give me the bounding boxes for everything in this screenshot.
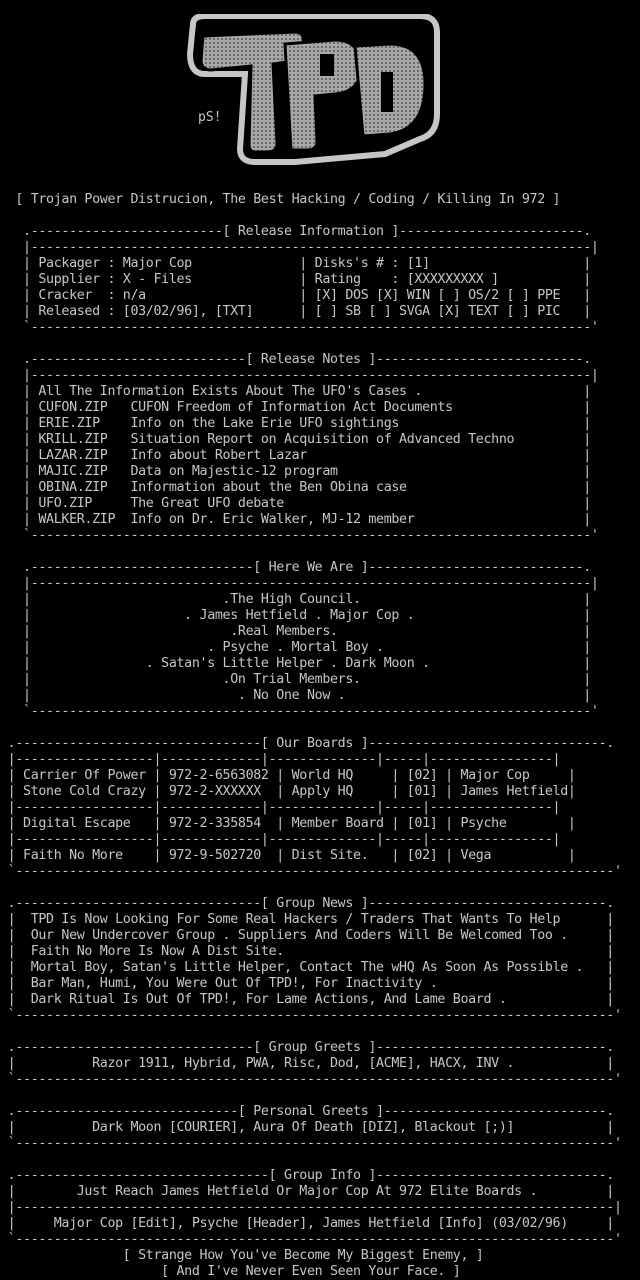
text-line: .---------------------------------[ Group Info ]------------------------------. <box>0 1168 614 1183</box>
text-line: .-------------------------------[ Group Greets ]------------------------------. <box>0 1040 614 1055</box>
text-line: [ Strange How You've Become My Biggest Enemy, ] <box>0 1248 484 1263</box>
text-line: | Stone Cold Crazy | 972-2-XXXXXX | Apply HQ | [01] | James Hetfield| <box>0 784 576 799</box>
text-line: .----------------------------[ Release Notes ]---------------------------. <box>0 352 591 367</box>
text-line: | All The Information Exists About The UFO's Cases . | <box>0 384 591 399</box>
text-line: `------------------------------------------------------------------------------' <box>0 1136 622 1151</box>
text-line: `-------------------------------------------------------------------------' <box>0 320 599 335</box>
text-line: | Faith No More Is Now A Dist Site. | <box>0 944 614 959</box>
text-line: |-------------------------------------------------------------------------| <box>0 368 599 383</box>
text-line: | Supplier : X - Files | Rating : [XXXXXXXXX ] | <box>0 272 591 287</box>
text-line: | . James Hetfield . Major Cop . | <box>0 608 591 623</box>
tpd-logo <box>185 14 440 166</box>
text-line: `-------------------------------------------------------------------------' <box>0 528 599 543</box>
text-line: | Digital Escape | 972-2-335854 | Member Board | [01] | Psyche | <box>0 816 576 831</box>
text-line: | Dark Moon [COURIER], Aura Of Death [DIZ], Blackout [;)] | <box>0 1120 614 1135</box>
text-line: | WALKER.ZIP Info on Dr. Eric Walker, MJ-12 member | <box>0 512 591 527</box>
text-line: | . Psyche . Mortal Boy . | <box>0 640 591 655</box>
text-line: | Released : [03/02/96], [TXT] | [ ] SB [ ] SVGA [X] TEXT [ ] PIC | <box>0 304 591 319</box>
text-line: | . No One Now . | <box>0 688 591 703</box>
text-line: |-------------------------------------------------------------------------| <box>0 240 599 255</box>
text-line: | OBINA.ZIP Information about the Ben Obina case | <box>0 480 591 495</box>
text-line: | Major Cop [Edit], Psyche [Header], James Hetfield [Info] (03/02/96) | <box>0 1216 614 1231</box>
text-line: `------------------------------------------------------------------------------' <box>0 1008 622 1023</box>
text-line: |------------------|-------------|--------------|-----|----------------| <box>0 800 561 815</box>
text-line: [ And I've Never Even Seen Your Face. ] <box>0 1264 461 1279</box>
text-line: | KRILL.ZIP Situation Report on Acquisition of Advanced Techno | <box>0 432 591 447</box>
text-line: | Cracker : n/a | [X] DOS [X] WIN [ ] OS/2 [ ] PPE | <box>0 288 591 303</box>
text-line: | .Real Members. | <box>0 624 591 639</box>
text-line: |-------------------------------------------------------------------------| <box>0 576 599 591</box>
text-line: .--------------------------------[ Group News ]-------------------------------. <box>0 896 614 911</box>
text-line: | Our New Undercover Group . Suppliers And Coders Will Be Welcomed Too . | <box>0 928 614 943</box>
text-line: | TPD Is Now Looking For Some Real Hackers / Traders That Wants To Help | <box>0 912 614 927</box>
text-line: | .The High Council. | <box>0 592 591 607</box>
text-line: | MAJIC.ZIP Data on Majestic-12 program | <box>0 464 591 479</box>
text-line: .-------------------------[ Release Information ]------------------------. <box>0 224 591 239</box>
text-line: | Carrier Of Power | 972-2-6563082 | World HQ | [02] | Major Cop | <box>0 768 576 783</box>
text-line: | Bar Man, Humi, You Were Out Of TPD!, For Inactivity . | <box>0 976 614 991</box>
text-line: |------------------|-------------|--------------|-----|----------------| <box>0 832 561 847</box>
text-line: | CUFON.ZIP CUFON Freedom of Information Act Documents | <box>0 400 591 415</box>
text-line: |------------------|-------------|--------------|-----|----------------| <box>0 752 561 767</box>
text-line: | Faith No More | 972-9-502720 | Dist Site. | [02] | Vega | <box>0 848 576 863</box>
text-line: [ Trojan Power Distrucion, The Best Hacking / Coding / Killing In 972 ] <box>0 192 561 207</box>
text-line: `------------------------------------------------------------------------------' <box>0 1072 622 1087</box>
text-line: |------------------------------------------------------------------------------| <box>0 1200 622 1215</box>
text-line: `-------------------------------------------------------------------------' <box>0 704 599 719</box>
text-line: .--------------------------------[ Our Boards ]-------------------------------. <box>0 736 614 751</box>
logo-tag: pS! <box>198 110 222 125</box>
text-line: | . Satan's Little Helper . Dark Moon . | <box>0 656 591 671</box>
text-line: | Razor 1911, Hybrid, PWA, Risc, Dod, [ACME], HACX, INV . | <box>0 1056 614 1071</box>
text-line: .-----------------------------[ Here We Are ]----------------------------. <box>0 560 591 575</box>
text-line: | Mortal Boy, Satan's Little Helper, Contact The wHQ As Soon As Possible . | <box>0 960 614 975</box>
text-line: | .On Trial Members. | <box>0 672 591 687</box>
text-line: | UFO.ZIP The Great UFO debate | <box>0 496 591 511</box>
text-line: | Packager : Major Cop | Disks's # : [1] | <box>0 256 591 271</box>
text-line: | Just Reach James Hetfield Or Major Cop At 972 Elite Boards . | <box>0 1184 614 1199</box>
text-line: .-----------------------------[ Personal Greets ]-----------------------------. <box>0 1104 614 1119</box>
text-line: `------------------------------------------------------------------------------' <box>0 1232 622 1247</box>
text-line: | Dark Ritual Is Out Of TPD!, For Lame Actions, And Lame Board . | <box>0 992 614 1007</box>
text-line: `------------------------------------------------------------------------------' <box>0 864 622 879</box>
text-line: | LAZAR.ZIP Info about Robert Lazar | <box>0 448 591 463</box>
text-line: | ERIE.ZIP Info on the Lake Erie UFO sightings | <box>0 416 591 431</box>
